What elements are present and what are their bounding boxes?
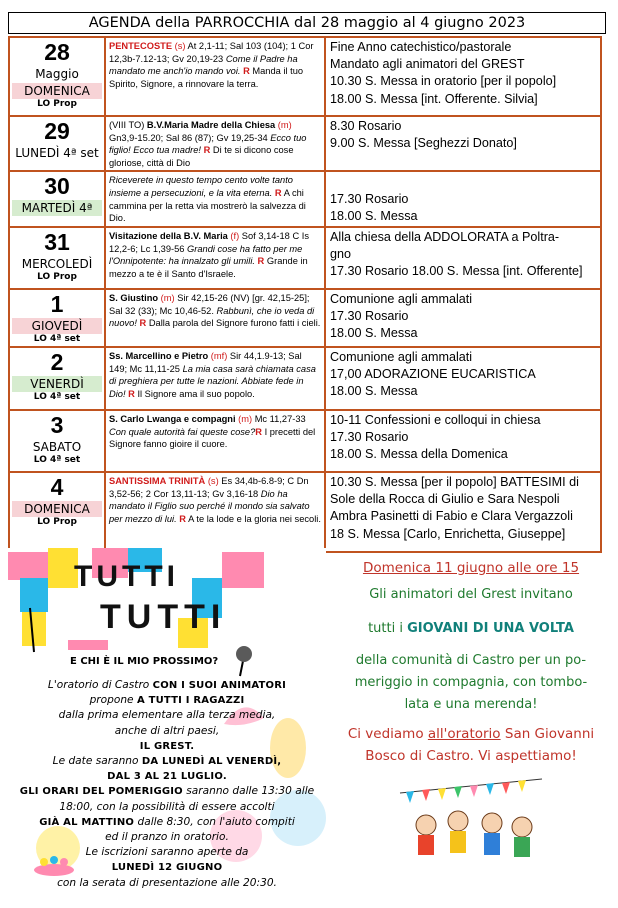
- event-line: 17.30 Rosario: [330, 309, 409, 324]
- liturgy-text: Sir 42,15-26 (NV) [gr. 42,15-25]; Sal 32 (33); Mc 10,46-52.: [109, 292, 310, 316]
- events-cell: [325, 347, 601, 410]
- agenda-row: [9, 227, 601, 289]
- event-line: 9.00 S. Messa [Seghezzi Donato]: [330, 136, 517, 151]
- liturgy-cell: [105, 472, 325, 552]
- day-name: MARTEDÌ 4ª: [12, 200, 102, 216]
- liturgy-office: LO 4ª set: [33, 454, 81, 465]
- event-line: 18.00 S. Messa: [330, 208, 418, 223]
- poster-text: [8, 678, 326, 891]
- poster-text-part: DAL 3 AL 21 LUGLIO.: [107, 771, 227, 783]
- event-line: 8.30 Rosario: [330, 119, 402, 133]
- poster-text-part: ed il pranzo in oratorio.: [105, 831, 229, 844]
- events-cell: [325, 37, 601, 116]
- liturgy-text: (mf): [208, 350, 228, 361]
- liturgy-text: (s): [205, 475, 219, 486]
- announcement-line-5: meriggio in compagnia, con tombo-: [354, 675, 588, 690]
- children-illustration: [396, 773, 546, 873]
- poster-text-part: GLI ORARI DEL POMERIGGIO: [19, 786, 183, 798]
- liturgy-text: Sof 3,14-18 C Is 12,2-6; Lc 1,39-56: [109, 230, 309, 254]
- agenda-row: [9, 116, 601, 171]
- liturgy-text: (m): [158, 292, 175, 303]
- liturgy-text: Mc 11,27-33: [252, 413, 306, 424]
- events-cell: [325, 289, 601, 347]
- poster-text-part: dalla prima elementare alla terza media,: [58, 709, 276, 722]
- announcement-line-4: della comunità di Castro per un po-: [355, 653, 587, 668]
- event-line: 18.00 S. Messa: [330, 326, 418, 341]
- day-name: SABATO: [32, 439, 82, 454]
- poster-line: [8, 708, 326, 723]
- day-name: MERCOLEDÌ: [21, 256, 93, 271]
- liturgy-text: Gn3,9-15.20; Sal 86 (87); Gv 19,25-34: [109, 132, 271, 143]
- day-name: GIOVEDÌ: [12, 318, 102, 334]
- poster-text-part: Le iscrizioni saranno aperte da: [85, 846, 249, 859]
- poster-text-part: anche di altri paesi,: [114, 724, 220, 737]
- liturgy-text: A chi cammina per la retta via mostrerò la salvezza di Dio.: [109, 187, 306, 224]
- event-line: 17,00 ADORAZIONE EUCARISTICA: [330, 367, 536, 382]
- poster-line: [8, 815, 326, 830]
- liturgy-text: R: [272, 187, 282, 198]
- liturgy-text: At 2,1-11; Sal 103 (104); 1 Cor 12,3b-7.12-13; Gv 20,19-23: [109, 41, 314, 64]
- announcement-date: Domenica 11 giugno alle ore 15: [362, 560, 580, 576]
- event-line: 18.00 S. Messa della Domenica: [330, 447, 508, 462]
- events-cell: [325, 227, 601, 289]
- liturgy-text: R: [125, 388, 135, 399]
- liturgy-office: LO Prop: [37, 516, 77, 527]
- poster-text-part: GIÀ AL MATTINO: [39, 816, 135, 828]
- day-cell: [9, 472, 105, 552]
- liturgy-text: (m): [275, 120, 292, 130]
- event-line: Ambra Pasinetti di Fabio e Clara Vergazzoli: [330, 509, 573, 524]
- poster-line: [8, 769, 326, 784]
- events-cell: [325, 410, 601, 472]
- poster-line: [8, 876, 326, 891]
- announcement-line-2: Gli animatori del Grest invitano: [369, 587, 573, 602]
- liturgy-text: A te la lode e la gloria nei secoli.: [186, 513, 321, 524]
- liturgy-text: Sir 44,1.9-13; Sal 149; Mc 11,11-25: [109, 350, 302, 374]
- poster-text-part: saranno dalle 13:30 alle: [182, 785, 315, 798]
- liturgy-text: SANTISSIMA TRINITÀ: [109, 475, 206, 486]
- liturgy-text: (m): [235, 413, 253, 424]
- liturgy-cell: [105, 410, 325, 472]
- liturgy-text: PENTECOSTE: [109, 41, 173, 51]
- liturgy-cell: [105, 289, 325, 347]
- events-cell: [325, 116, 601, 171]
- liturgy-text: (f): [227, 230, 240, 241]
- poster-text-part: 18:00, con la possibilità di essere accolti: [59, 800, 275, 813]
- event-line: Comunione agli ammalati: [330, 349, 473, 364]
- day-name: VENERDÌ: [12, 376, 102, 392]
- liturgy-text: (VIII TO): [109, 120, 147, 130]
- event-line: 10.30 S. Messa in oratorio [per il popolo]: [330, 74, 557, 89]
- poster-text-part: dalle 8:30, con l'aiuto compiti: [134, 815, 295, 828]
- day-cell: [9, 410, 105, 472]
- liturgy-office: LO Prop: [37, 271, 77, 282]
- liturgy-cell: [105, 116, 325, 171]
- tutti-headline-1: TUTTI: [74, 560, 179, 593]
- liturgy-text: I precetti del Signore fanno gioire il cuore.: [109, 426, 316, 450]
- day-cell: [9, 116, 105, 171]
- day-cell: [9, 289, 105, 347]
- day-number: 28: [44, 39, 70, 65]
- event-line: 17.30 Rosario 18.00 S. Messa [int. Offerente]: [330, 264, 583, 279]
- agenda-table: [8, 36, 602, 553]
- poster-text-part: Le date saranno: [52, 755, 142, 768]
- poster-line: [8, 724, 326, 739]
- event-line: 10-11 Confessioni e colloqui in chiesa: [330, 412, 541, 427]
- liturgy-text: R: [240, 66, 250, 77]
- poster-line: [8, 845, 326, 860]
- liturgy-office: LO Prop: [37, 99, 77, 109]
- agenda-title: AGENDA della PARROCCHIA dal 28 maggio al 4 giugno 2023: [8, 12, 606, 34]
- day-cell: [9, 171, 105, 227]
- liturgy-text: R: [136, 318, 147, 329]
- event-line: gno: [330, 247, 352, 262]
- liturgy-text: Dio ha mandato il Figlio suo perché il mondo sia salvato per mezzo di lui.: [109, 488, 310, 524]
- agenda-row: [9, 37, 601, 116]
- liturgy-text: S. Carlo Lwanga e compagni: [109, 413, 236, 424]
- poster-text-part: L'oratorio di Castro: [47, 679, 153, 691]
- event-line: 17.30 Rosario: [330, 430, 409, 445]
- event-line: Alla chiesa della ADDOLORATA a Poltra-: [330, 229, 560, 244]
- poster-line: [8, 860, 326, 875]
- day-number: 3: [50, 411, 64, 438]
- liturgy-text: Dalla parola del Signore furono fatti i cieli.: [146, 318, 321, 329]
- liturgy-text: R: [200, 145, 211, 156]
- event-line: Mandato agli animatori del GREST: [330, 57, 525, 72]
- poster-text-part: DA LUNEDÌ AL VENERDÌ,: [141, 756, 282, 768]
- liturgy-text: B.V.Maria Madre della Chiesa: [146, 120, 276, 130]
- liturgy-text: Visitazione della B.V. Maria: [109, 230, 228, 241]
- liturgy-text: La mia casa sarà chiamata casa di preghiera per tutte le nazioni. Abbiate fede in Dio!: [109, 363, 316, 399]
- day-month: Maggio: [35, 67, 79, 81]
- agenda-row: [9, 410, 601, 472]
- liturgy-text: R: [254, 256, 265, 267]
- agenda-row: [9, 289, 601, 347]
- liturgy-text: Riceverete in questo tempo cento volte tanto insieme a persecuzioni, e la vita eterna.: [109, 175, 293, 198]
- poster-text-part: CON I SUOI ANIMATORI: [152, 680, 287, 691]
- day-cell: [9, 37, 105, 116]
- event-line: 18 S. Messa [Carlo, Enrichetta, Giuseppe]: [330, 526, 566, 541]
- liturgy-text: Come il Padre ha mandato me anch'io mando voi.: [109, 53, 298, 77]
- event-line: 10.30 S. Messa [per il popolo] BATTESIMI di: [330, 474, 579, 489]
- announcement-line-7: Ci vediamo all'oratorio San Giovanni: [347, 726, 595, 742]
- poster-text-part: propone: [89, 694, 137, 707]
- poster-line: [8, 830, 326, 845]
- grest-poster: [8, 548, 326, 904]
- poster-line: [8, 784, 326, 799]
- liturgy-text: S. Giustino: [109, 292, 159, 303]
- day-number: 30: [44, 173, 70, 200]
- poster-text-part: con la serata di presentazione alle 20:30.: [57, 876, 277, 889]
- event-line: [330, 173, 596, 190]
- poster-text-part: A TUTTI I RAGAZZI: [136, 695, 245, 707]
- liturgy-text: (s): [172, 41, 186, 51]
- event-line: Comunione agli ammalati: [330, 291, 473, 306]
- day-cell: [9, 227, 105, 289]
- liturgy-cell: [105, 37, 325, 116]
- liturgy-text: Ecco tuo figlio! Ecco tua madre!: [109, 132, 307, 156]
- poster-text-part: IL GREST.: [139, 740, 195, 752]
- announcement: [330, 556, 612, 877]
- liturgy-cell: [105, 227, 325, 289]
- poster-line: [8, 800, 326, 815]
- event-line: Fine Anno catechistico/pastorale: [330, 40, 512, 54]
- agenda-row: [9, 472, 601, 552]
- event-line: 18.00 S. Messa [int. Offerente. Silvia]: [330, 91, 538, 106]
- day-number: 31: [44, 228, 70, 255]
- announcement-line-3: tutti i GIOVANI DI UNA VOLTA: [368, 621, 574, 636]
- poster-line: [8, 693, 326, 708]
- liturgy-cell: [105, 347, 325, 410]
- events-cell: [325, 171, 601, 227]
- liturgy-text: Con quale autorità fai queste cose?: [109, 426, 256, 437]
- events-cell: [325, 472, 601, 552]
- day-name: LUNEDÌ 4ª set: [15, 146, 99, 160]
- agenda-row: [9, 347, 601, 410]
- event-line: 18.00 S. Messa: [330, 384, 418, 399]
- liturgy-text: R: [255, 426, 262, 437]
- day-cell: [9, 347, 105, 410]
- agenda-row: [9, 171, 601, 227]
- event-line: Sole della Rocca di Giulio e Sara Nespoli: [330, 492, 560, 507]
- liturgy-text: Grande in mezzo a te è il Santo d'Israele.: [109, 256, 308, 279]
- day-name: DOMENICA: [12, 83, 102, 99]
- liturgy-text: Grandi cose ha fatto per me l'Onnipotente: ha innalzato gli umili.: [109, 243, 303, 267]
- announcement-line-8: Bosco di Castro. Vi aspettiamo!: [365, 748, 577, 764]
- liturgy-text: Il Signore ama il suo popolo.: [134, 388, 255, 399]
- day-number: 2: [50, 348, 64, 375]
- event-line: 17.30 Rosario: [330, 191, 409, 206]
- liturgy-text: Rabbunì, che io veda di nuovo!: [109, 305, 315, 329]
- tutti-headline-2: TUTTI: [100, 598, 227, 636]
- poster-line: [8, 754, 326, 769]
- liturgy-text: Di te si dicono cose gloriose, città di Dio: [109, 145, 294, 168]
- liturgy-text: Manda il tuo Spirito, Signore, a rinnovare la terra.: [109, 66, 304, 89]
- day-name: DOMENICA: [12, 501, 102, 517]
- liturgy-cell: [105, 171, 325, 227]
- poster-text-part: LUNEDÌ 12 GIUGNO: [111, 862, 223, 874]
- announcement-line-6: lata e una merenda!: [404, 697, 538, 712]
- poster-line: [8, 678, 326, 693]
- day-number: 4: [50, 473, 64, 500]
- day-number: 1: [50, 290, 64, 317]
- poster-question: E CHI È IL MIO PROSSIMO?: [70, 656, 219, 667]
- poster-line: [8, 739, 326, 754]
- liturgy-text: Ss. Marcellino e Pietro: [109, 350, 209, 361]
- day-number: 29: [44, 118, 70, 144]
- liturgy-text: Es 34,4b-6.8-9; C Dn 3,52-56; 2 Cor 13,11-13; Gv 3,16-18: [109, 475, 309, 499]
- liturgy-office: LO 4ª set: [33, 333, 81, 344]
- liturgy-text: R: [176, 513, 187, 524]
- liturgy-office: LO 4ª set: [33, 391, 81, 402]
